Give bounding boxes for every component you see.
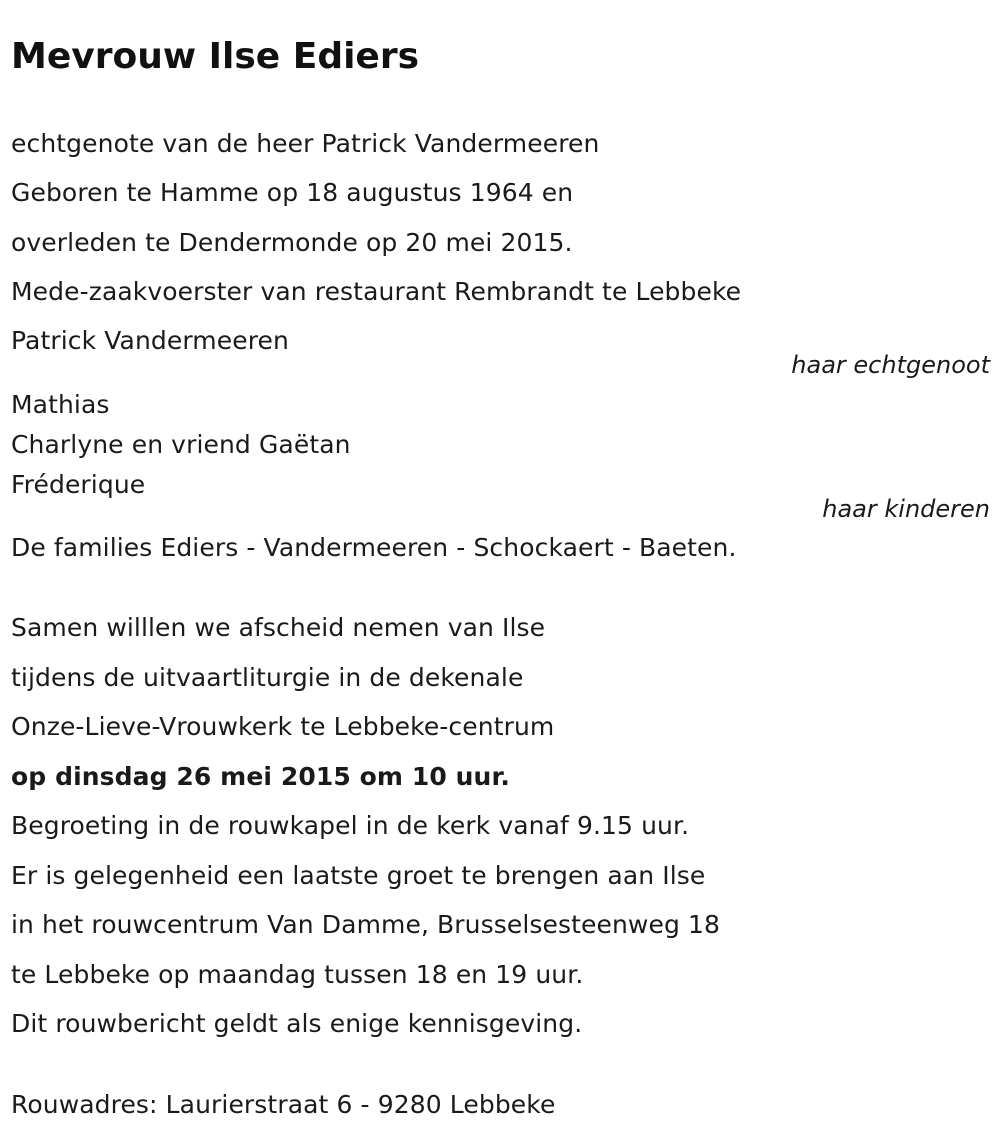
ceremony-line: Er is gelegenheid een laatste groet te brengen aan Ilse <box>11 861 706 890</box>
ceremony-line: tijdens de uitvaartliturgie in de dekenale <box>11 663 524 692</box>
child-name: Mathias <box>11 390 110 419</box>
spouse-role: haar echtgenoot <box>791 351 990 379</box>
ceremony-line: Onze-Lieve-Vrouwkerk te Lebbeke-centrum <box>11 712 555 741</box>
child-name: Fréderique <box>11 470 146 499</box>
families-line: De families Ediers - Vandermeeren - Schockaert - Baeten. <box>11 533 737 562</box>
children-role: haar kinderen <box>822 495 990 523</box>
intro-line: Mede-zaakvoerster van restaurant Rembrandt te Lebbeke <box>11 277 742 306</box>
ceremony-line: Dit rouwbericht geldt als enige kennisgeving. <box>11 1009 583 1038</box>
mourning-address: Rouwadres: Laurierstraat 6 - 9280 Lebbeke <box>11 1090 556 1119</box>
ceremony-line: Begroeting in de rouwkapel in de kerk vanaf 9.15 uur. <box>11 811 690 840</box>
spouse-name: Patrick Vandermeeren <box>11 326 289 355</box>
ceremony-date: op dinsdag 26 mei 2015 om 10 uur. <box>11 762 510 791</box>
intro-line: overleden te Dendermonde op 20 mei 2015. <box>11 228 573 257</box>
intro-line: Geboren te Hamme op 18 augustus 1964 en <box>11 178 574 207</box>
child-name: Charlyne en vriend Gaëtan <box>11 430 351 459</box>
page-title: Mevrouw Ilse Ediers <box>11 36 420 77</box>
ceremony-line: te Lebbeke op maandag tussen 18 en 19 uur. <box>11 960 584 989</box>
ceremony-line: Samen willlen we afscheid nemen van Ilse <box>11 613 546 642</box>
intro-line: echtgenote van de heer Patrick Vandermeeren <box>11 129 600 158</box>
ceremony-line: in het rouwcentrum Van Damme, Brusselsesteenweg 18 <box>11 910 720 939</box>
